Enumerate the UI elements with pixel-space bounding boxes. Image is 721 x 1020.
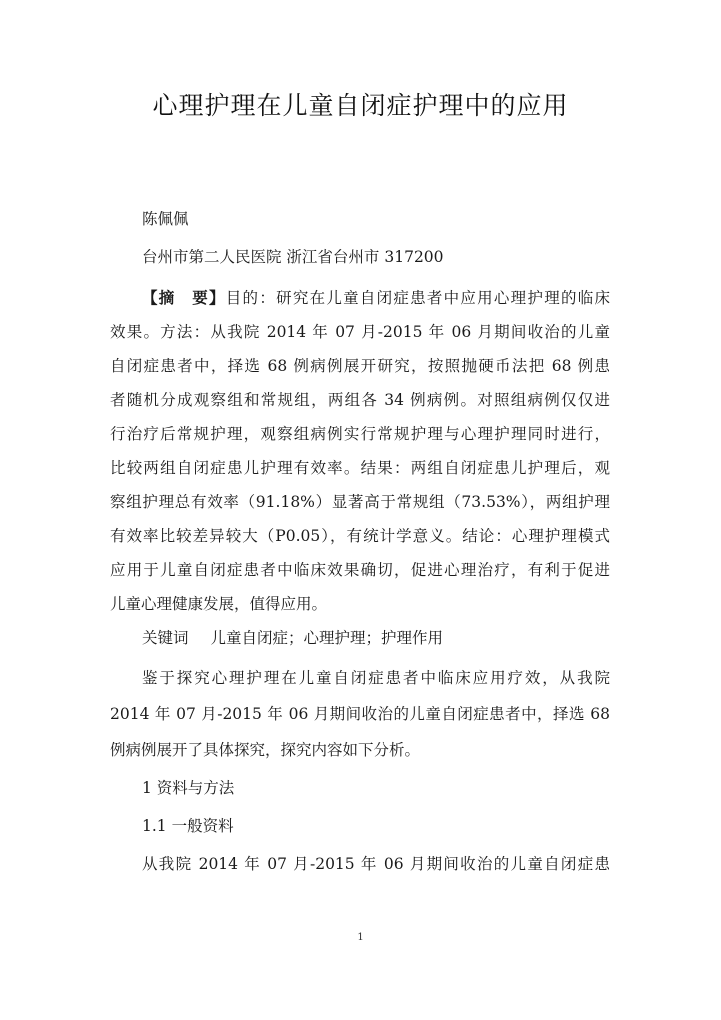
abstract-line-8: 有效率比较差异较大（P0.05），有统计学意义。结论：心理护理模式 [110, 527, 610, 545]
keywords-label: 关键词 [142, 629, 189, 647]
author-name: 陈佩佩 [142, 210, 189, 228]
abstract-line-7: 察组护理总有效率（91.18%）显著高于常规组（73.53%），两组护理 [110, 493, 610, 511]
author-affiliation: 台州市第二人民医院 浙江省台州市 317200 [142, 248, 444, 266]
abstract-line-9: 应用于儿童自闭症患者中临床效果确切，促进心理治疗，有利于促进 [110, 561, 610, 579]
section-1-heading: 1 资料与方法 [142, 779, 235, 797]
intro-line-3: 例病例展开了具体探究，探究内容如下分析。 [110, 741, 421, 759]
section-1-1-line-1: 从我院 2014 年 07 月-2015 年 06 月期间收治的儿童自闭症患 [142, 855, 610, 873]
abstract-line-2: 效果。方法：从我院 2014 年 07 月-2015 年 06 月期间收治的儿童 [110, 323, 610, 341]
abstract-line-10: 儿童心理健康发展，值得应用。 [110, 595, 328, 613]
abstract-line-1 [142, 287, 610, 309]
keywords [142, 627, 610, 649]
abstract-line-6: 比较两组自闭症患儿护理有效率。结果：两组自闭症患儿护理后，观 [110, 459, 610, 477]
abstract-text: 目的：研究在儿童自闭症患者中应用心理护理的临床 [225, 289, 610, 307]
section-1-1-heading: 1.1 一般资料 [142, 817, 234, 835]
intro-line-1: 鉴于探究心理护理在儿童自闭症患者中临床应用疗效，从我院 [142, 669, 610, 687]
keywords-value: 儿童自闭症；心理护理；护理作用 [210, 629, 444, 647]
abstract-line-3: 自闭症患者中，择选 68 例病例展开研究，按照抛硬币法把 68 例患 [110, 357, 610, 375]
abstract-line-5: 行治疗后常规护理，观察组病例实行常规护理与心理护理同时进行， [110, 425, 610, 443]
intro-line-2: 2014 年 07 月-2015 年 06 月期间收治的儿童自闭症患者中，择选 68 [110, 705, 610, 723]
document-title: 心理护理在儿童自闭症护理中的应用 [152, 91, 569, 120]
page-number: 1 [357, 932, 364, 943]
abstract-line-4: 者随机分成观察组和常规组，两组各 34 例病例。对照组病例仅仅进 [110, 391, 610, 409]
abstract-label: 【摘 要】 [142, 288, 226, 307]
